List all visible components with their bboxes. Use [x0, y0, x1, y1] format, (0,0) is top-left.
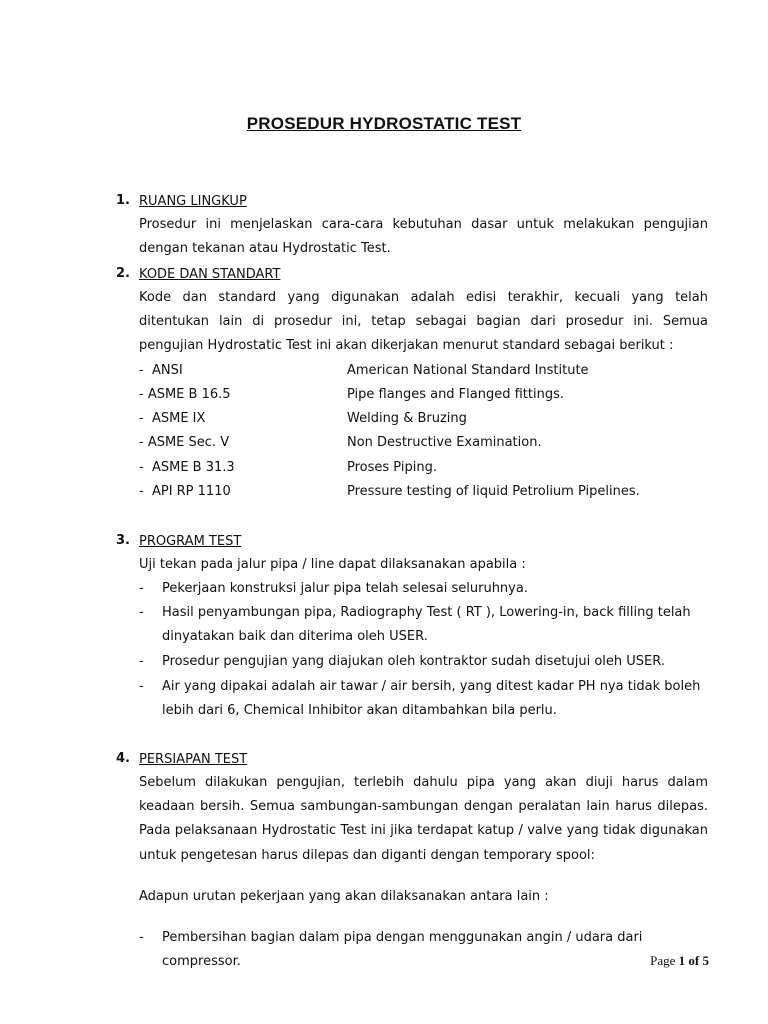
section-1-number: 1. [116, 193, 130, 208]
standard-description: Proses Piping. [347, 460, 437, 475]
section-1-paragraph: Prosedur ini menjelaskan cara-cara kebutuhan dasar untuk melakukan pengujian dengan tekanan atau Hydrostatic Test. [139, 217, 708, 257]
standard-description: Pressure testing of liquid Petrolium Pipelines. [347, 484, 640, 499]
standard-code: - ASME B 31.3 [139, 460, 235, 475]
page-number [650, 953, 709, 969]
standard-description: Welding & Bruzing [347, 411, 467, 426]
standard-code: - ANSI [139, 363, 183, 378]
page-label: Page [650, 953, 676, 968]
section-2-number: 2. [116, 266, 130, 281]
bullet-dash: - [139, 679, 144, 694]
section-4-paragraph: Sebelum dilakukan pengujian, terlebih dahulu pipa yang akan diuji harus dalam keadaan bersih. Semua sambungan-sambungan dengan peralatan lain harus dilepas. Pada pelaksanaan Hydrostatic Test ini jika terdapat katup / valve yang tidak digunakan untuk pengetesan harus dilepas dan diganti dengan temporary spool: [139, 775, 708, 863]
section-3-paragraph: Uji tekan pada jalur pipa / line dapat dilaksanakan apabila : [139, 557, 526, 572]
standard-code: - API RP 1110 [139, 484, 231, 499]
page-of: of [688, 953, 700, 968]
bullet-dash: - [139, 605, 144, 620]
list-item-text: Pekerjaan konstruksi jalur pipa telah selesai seluruhnya. [162, 581, 528, 596]
section-4-paragraph-2: Adapun urutan pekerjaan yang akan dilaksanakan antara lain : [139, 889, 549, 904]
standard-description: Non Destructive Examination. [347, 435, 542, 450]
section-2-heading: KODE DAN STANDART [139, 267, 281, 282]
bullet-dash: - [139, 654, 144, 669]
page-total: 5 [702, 953, 709, 968]
list-item-text: Air yang dipakai adalah air tawar / air bersih, yang ditest kadar PH nya tidak boleh lebih dari 6, Chemical Inhibitor akan ditambahkan bila perlu. [162, 679, 701, 719]
standard-description: Pipe flanges and Flanged fittings. [347, 387, 565, 402]
list-item-text: Pembersihan bagian dalam pipa dengan menggunakan angin / udara dari compressor. [162, 930, 643, 970]
section-3-heading: PROGRAM TEST [139, 534, 242, 549]
section-4-number: 4. [116, 751, 130, 766]
section-1-heading: RUANG LINGKUP [139, 194, 247, 209]
section-3-number: 3. [116, 533, 130, 548]
list-item-text: Prosedur pengujian yang diajukan oleh kontraktor sudah disetujui oleh USER. [162, 654, 665, 669]
standard-code: - ASME IX [139, 411, 206, 426]
section-4-heading: PERSIAPAN TEST [139, 752, 248, 767]
standard-code: - ASME Sec. V [139, 435, 230, 450]
page-current: 1 [678, 953, 686, 968]
standard-code: - ASME B 16.5 [139, 387, 231, 402]
list-item-text: Hasil penyambungan pipa, Radiography Test ( RT ), Lowering-in, back filling telah dinyatakan baik dan diterima oleh USER. [162, 605, 691, 645]
bullet-dash: - [139, 930, 144, 945]
document-title: PROSEDUR HYDROSTATIC TEST [246, 114, 522, 133]
standard-description: American National Standard Institute [347, 363, 589, 378]
section-2-paragraph: Kode dan standard yang digunakan adalah edisi terakhir, kecuali yang telah ditentukan lain di prosedur ini, tetap sebagai bagian dari prosedur ini. Semua pengujian Hydrostatic Test ini akan dikerjakan menurut standard sebagai berikut : [139, 290, 708, 354]
bullet-dash: - [139, 581, 144, 596]
